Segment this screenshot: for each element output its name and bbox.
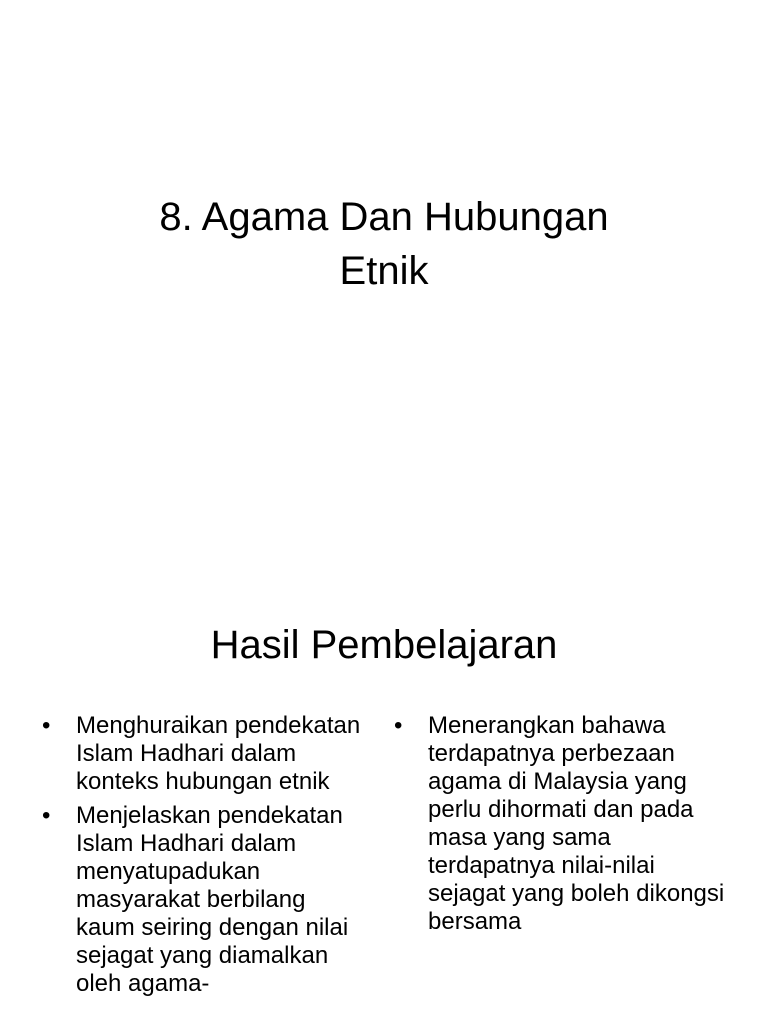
list-item [40, 712, 370, 796]
list-item [40, 802, 370, 998]
list-item-text: Menghuraikan pendekatan Islam Hadhari dalam konteks hubungan etnik [76, 712, 361, 795]
bullet-list-left [40, 712, 370, 1004]
list-item-text: Menerangkan bahawa terdapatnya perbezaan agama di Malaysia yang perlu dihormati dan pada masa yang sama terdapatnya nilai-nilai sejagat yang boleh dikongsi bersama [428, 712, 725, 935]
bullet-icon: • [42, 712, 51, 739]
slide-title [60, 190, 708, 298]
bullet-list-right [392, 712, 732, 942]
bullet-icon: • [42, 802, 51, 829]
slide-2 [0, 560, 768, 1024]
slide-title-line-2: Etnik [339, 249, 429, 293]
slide-title-line-1: 8. Agama Dan Hubungan [159, 195, 609, 239]
list-item [392, 712, 732, 936]
list-item-text: Menjelaskan pendekatan Islam Hadhari dalam menyatupadukan masyarakat berbilang kaum seiring dengan nilai sejagat yang diamalkan oleh agama- [76, 802, 349, 997]
bullet-icon: • [394, 712, 403, 739]
section-title: Hasil Pembelajaran [210, 623, 558, 667]
